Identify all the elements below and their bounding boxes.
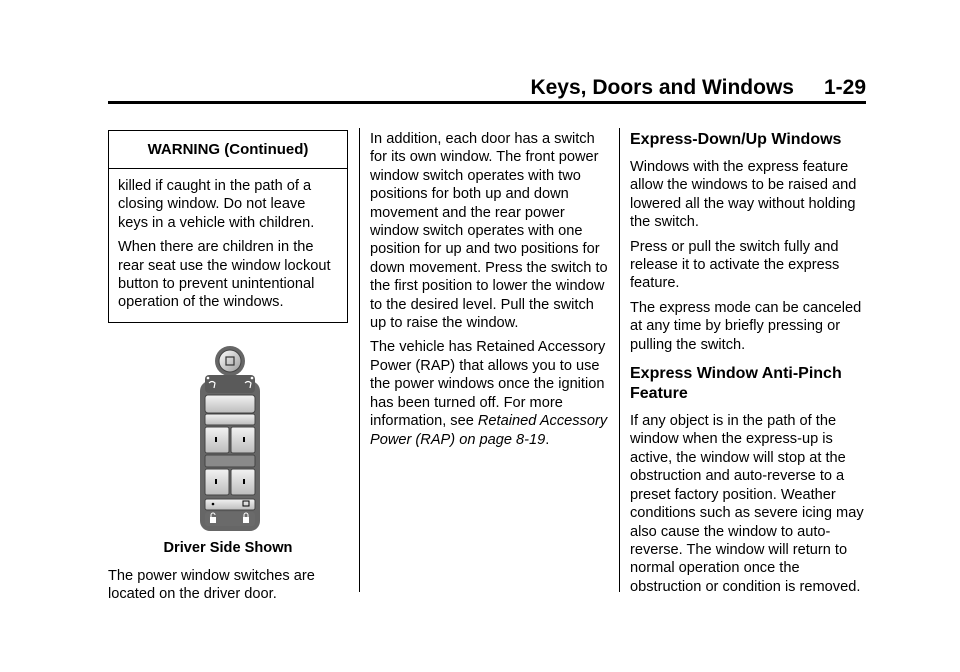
warning-box <box>108 130 348 323</box>
section-title: Keys, Doors and Windows <box>530 76 794 99</box>
cross-reference-link[interactable]: Retained Accessory Power (RAP) on page 8-19 <box>370 413 608 448</box>
body-paragraph: The express mode can be canceled at any time by briefly pressing or pulling the switch. <box>630 299 862 353</box>
column-1 <box>108 130 348 610</box>
warning-body <box>109 169 347 322</box>
lockout-button <box>219 350 241 372</box>
paragraph-end: . <box>545 431 550 448</box>
figure-caption: Driver Side Shown <box>163 539 293 556</box>
section-heading: Express-Down/Up Windows <box>630 131 842 148</box>
figure-window-switch <box>108 345 348 531</box>
window-switch-panel-illustration <box>199 345 261 531</box>
paragraph-text: The vehicle has Retained Accessory Power (RAP) that allows you to use the power windows once the ignition has been turned off. For more information, see <box>370 339 606 430</box>
page-header <box>108 74 866 102</box>
column-3 <box>630 130 870 602</box>
column-divider-2 <box>619 128 620 592</box>
column-2 <box>370 130 608 455</box>
warning-title: WARNING (Continued) <box>109 131 347 169</box>
column-divider-1 <box>359 128 360 592</box>
warning-paragraph: When there are children in the rear seat use the window lockout button to prevent unintentional operation of the windows. <box>118 239 331 311</box>
body-paragraph: Press or pull the switch fully and release it to activate the express feature. <box>630 238 840 292</box>
body-paragraph: If any object is in the path of the window when the express-up is active, the window will stop at the obstruction and auto-reverse to a preset factory position. Weather conditions such as severe icing may also cause the window to auto-reverse. The window will return to normal operation once the obstruction or condition is removed. <box>630 413 864 595</box>
mirror-control <box>205 395 255 413</box>
body-paragraph: The power window switches are located on the driver door. <box>108 567 315 603</box>
body-paragraph <box>370 338 608 448</box>
page-number: 1-29 <box>823 76 866 99</box>
warning-paragraph: killed if caught in the path of a closing window. Do not leave keys in a vehicle with children. <box>118 178 315 231</box>
header-rule <box>108 101 866 104</box>
body-paragraph: Windows with the express feature allow the windows to be raised and lowered all the way without holding the switch. <box>630 159 857 231</box>
section-heading: Express Window Anti-Pinch Feature <box>630 365 842 403</box>
body-paragraph: In addition, each door has a switch for its own window. The front power window switch operates with two positions for both up and down movement and the rear power window switch operates with one position for up and two positions for down movement. Press the switch to the first position to lower the window to the desired level. Pull the switch up to raise the window. <box>370 131 608 332</box>
